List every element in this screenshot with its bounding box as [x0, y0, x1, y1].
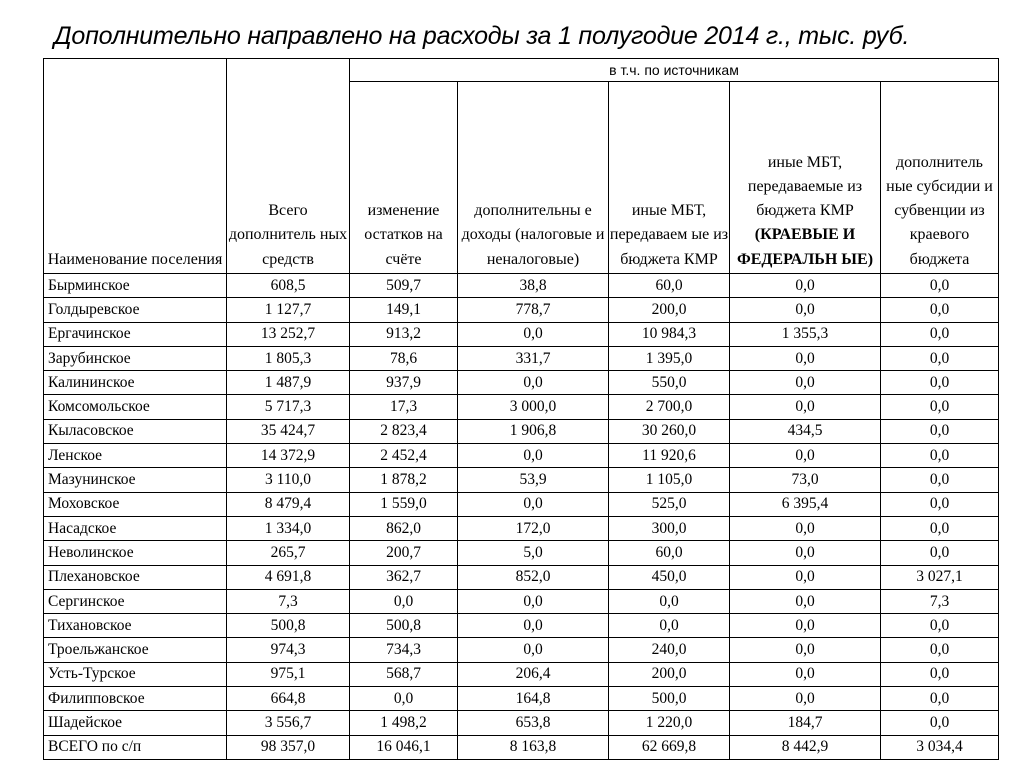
- cell-mbt: 30 260,0: [609, 419, 730, 443]
- cell-mbt: 11 920,6: [609, 444, 730, 468]
- cell-income: 5,0: [458, 541, 609, 565]
- cell-subsidies: 0,0: [881, 711, 999, 735]
- table-row: [44, 371, 999, 395]
- cell-subsidies: 0,0: [881, 662, 999, 686]
- cell-income: 164,8: [458, 687, 609, 711]
- cell-total: 1 334,0: [227, 516, 350, 540]
- cell-subsidies: 0,0: [881, 298, 999, 322]
- cell-mbt-regional: 1 355,3: [730, 322, 881, 346]
- cell-mbt-regional: 0,0: [730, 638, 881, 662]
- cell-mbt: 1 105,0: [609, 468, 730, 492]
- table-row: [44, 444, 999, 468]
- cell-total: 5 717,3: [227, 395, 350, 419]
- cell-mbt-regional: 0,0: [730, 274, 881, 298]
- cell-change: 937,9: [350, 371, 458, 395]
- cell-mbt: 200,0: [609, 662, 730, 686]
- cell-income: 1 906,8: [458, 419, 609, 443]
- header-sources-group: в т.ч. по источникам: [350, 59, 999, 82]
- cell-name: Насадское: [44, 516, 227, 540]
- cell-mbt: 2 700,0: [609, 395, 730, 419]
- cell-change: 500,8: [350, 614, 458, 638]
- cell-income: 778,7: [458, 298, 609, 322]
- cell-mbt-regional: 0,0: [730, 444, 881, 468]
- cell-total: 98 357,0: [227, 735, 350, 759]
- cell-change: 0,0: [350, 589, 458, 613]
- header-mbt: иные МБТ, передаваем ые из бюджета КМР: [609, 82, 730, 274]
- cell-mbt: 525,0: [609, 492, 730, 516]
- cell-mbt: 300,0: [609, 516, 730, 540]
- cell-change: 509,7: [350, 274, 458, 298]
- cell-income: 653,8: [458, 711, 609, 735]
- cell-mbt-regional: 0,0: [730, 298, 881, 322]
- cell-total: 14 372,9: [227, 444, 350, 468]
- cell-income: 53,9: [458, 468, 609, 492]
- table-row: [44, 395, 999, 419]
- cell-name: Ергачинское: [44, 322, 227, 346]
- cell-mbt: 60,0: [609, 541, 730, 565]
- cell-name: Плехановское: [44, 565, 227, 589]
- cell-mbt-regional: 6 395,4: [730, 492, 881, 516]
- cell-income: 0,0: [458, 638, 609, 662]
- cell-total: 3 110,0: [227, 468, 350, 492]
- cell-subsidies: 0,0: [881, 395, 999, 419]
- cell-change: 2 452,4: [350, 444, 458, 468]
- cell-total: 13 252,7: [227, 322, 350, 346]
- cell-subsidies: 0,0: [881, 322, 999, 346]
- cell-mbt: 240,0: [609, 638, 730, 662]
- cell-change: 200,7: [350, 541, 458, 565]
- cell-change: 149,1: [350, 298, 458, 322]
- page-title: Дополнительно направлено на расходы за 1 полугодие 2014 г., тыс. руб.: [54, 22, 910, 50]
- cell-mbt-regional: 0,0: [730, 346, 881, 370]
- cell-total: 1 127,7: [227, 298, 350, 322]
- cell-mbt: 550,0: [609, 371, 730, 395]
- cell-income: 331,7: [458, 346, 609, 370]
- cell-total: 974,3: [227, 638, 350, 662]
- cell-change: 913,2: [350, 322, 458, 346]
- cell-total: 8 479,4: [227, 492, 350, 516]
- cell-change: 0,0: [350, 687, 458, 711]
- table-row: [44, 687, 999, 711]
- cell-mbt-regional: 0,0: [730, 662, 881, 686]
- cell-subsidies: 0,0: [881, 541, 999, 565]
- cell-income: 852,0: [458, 565, 609, 589]
- header-mbt-regional: [730, 82, 881, 274]
- table-row: [44, 541, 999, 565]
- cell-mbt-regional: 434,5: [730, 419, 881, 443]
- cell-mbt-regional: 73,0: [730, 468, 881, 492]
- cell-income: 206,4: [458, 662, 609, 686]
- cell-income: 0,0: [458, 492, 609, 516]
- cell-subsidies: 0,0: [881, 492, 999, 516]
- total-row: [44, 735, 999, 759]
- cell-subsidies: 0,0: [881, 274, 999, 298]
- cell-subsidies: 3 034,4: [881, 735, 999, 759]
- cell-income: 0,0: [458, 444, 609, 468]
- cell-total: 7,3: [227, 589, 350, 613]
- cell-name: Бырминское: [44, 274, 227, 298]
- cell-mbt: 0,0: [609, 589, 730, 613]
- cell-total: 35 424,7: [227, 419, 350, 443]
- header-change: изменение остатков на счёте: [350, 82, 458, 274]
- table-row: [44, 516, 999, 540]
- cell-mbt: 200,0: [609, 298, 730, 322]
- cell-mbt-regional: 0,0: [730, 589, 881, 613]
- table-row: [44, 565, 999, 589]
- cell-mbt-regional: 8 442,9: [730, 735, 881, 759]
- cell-change: 1 498,2: [350, 711, 458, 735]
- cell-change: 568,7: [350, 662, 458, 686]
- cell-income: 0,0: [458, 614, 609, 638]
- cell-subsidies: 3 027,1: [881, 565, 999, 589]
- cell-name: Неволинское: [44, 541, 227, 565]
- cell-change: 862,0: [350, 516, 458, 540]
- cell-change: 16 046,1: [350, 735, 458, 759]
- cell-change: 734,3: [350, 638, 458, 662]
- cell-subsidies: 0,0: [881, 444, 999, 468]
- table-row: [44, 589, 999, 613]
- cell-income: 0,0: [458, 589, 609, 613]
- header-name: Наименование поселения: [44, 59, 227, 274]
- cell-name: Моховское: [44, 492, 227, 516]
- table-row: [44, 638, 999, 662]
- cell-income: 172,0: [458, 516, 609, 540]
- table-row: [44, 322, 999, 346]
- cell-income: 0,0: [458, 371, 609, 395]
- cell-name: Ленское: [44, 444, 227, 468]
- cell-change: 362,7: [350, 565, 458, 589]
- cell-total: 664,8: [227, 687, 350, 711]
- cell-total: 1 487,9: [227, 371, 350, 395]
- cell-name: Кыласовское: [44, 419, 227, 443]
- header-subsidies: дополнитель ные субсидии и субвенции из краевого бюджета: [881, 82, 999, 274]
- cell-name: Сергинское: [44, 589, 227, 613]
- cell-mbt-regional: 0,0: [730, 565, 881, 589]
- cell-mbt: 60,0: [609, 274, 730, 298]
- cell-name: Филипповское: [44, 687, 227, 711]
- cell-total: 3 556,7: [227, 711, 350, 735]
- cell-subsidies: 0,0: [881, 371, 999, 395]
- header-mbt-regional-bold: (КРАЕВЫЕ И ФЕДЕРАЛЬН ЫЕ): [736, 226, 874, 268]
- cell-total: 1 805,3: [227, 346, 350, 370]
- cell-mbt-regional: 0,0: [730, 687, 881, 711]
- table-row: [44, 346, 999, 370]
- cell-mbt-regional: 0,0: [730, 371, 881, 395]
- cell-name: Зарубинское: [44, 346, 227, 370]
- cell-total: 975,1: [227, 662, 350, 686]
- table-row: [44, 298, 999, 322]
- table-row: [44, 711, 999, 735]
- cell-mbt-regional: 0,0: [730, 516, 881, 540]
- cell-mbt: 62 669,8: [609, 735, 730, 759]
- table-row: [44, 492, 999, 516]
- cell-mbt: 10 984,3: [609, 322, 730, 346]
- cell-name: Голдыревское: [44, 298, 227, 322]
- cell-change: 1 559,0: [350, 492, 458, 516]
- table-body: [44, 274, 999, 760]
- cell-subsidies: 0,0: [881, 346, 999, 370]
- table-row: [44, 419, 999, 443]
- cell-name: Шадейское: [44, 711, 227, 735]
- cell-total: 4 691,8: [227, 565, 350, 589]
- cell-name: Калининское: [44, 371, 227, 395]
- header-mbt-regional-text: иные МБТ, передаваемые из бюджета КМР: [747, 153, 863, 220]
- cell-income: 3 000,0: [458, 395, 609, 419]
- cell-name: Тихановское: [44, 614, 227, 638]
- cell-total: 608,5: [227, 274, 350, 298]
- cell-name: Усть-Турское: [44, 662, 227, 686]
- table-row: [44, 274, 999, 298]
- cell-mbt-regional: 184,7: [730, 711, 881, 735]
- cell-mbt: 0,0: [609, 614, 730, 638]
- cell-subsidies: 0,0: [881, 468, 999, 492]
- cell-subsidies: 0,0: [881, 516, 999, 540]
- cell-name: ВСЕГО по с/п: [44, 735, 227, 759]
- cell-mbt-regional: 0,0: [730, 614, 881, 638]
- header-extra-income: дополнительны е доходы (налоговые и неналоговые): [458, 82, 609, 274]
- cell-name: Мазунинское: [44, 468, 227, 492]
- cell-income: 38,8: [458, 274, 609, 298]
- cell-mbt-regional: 0,0: [730, 395, 881, 419]
- cell-change: 2 823,4: [350, 419, 458, 443]
- cell-subsidies: 0,0: [881, 638, 999, 662]
- table-row: [44, 468, 999, 492]
- table-row: [44, 614, 999, 638]
- cell-subsidies: 0,0: [881, 419, 999, 443]
- cell-name: Троельжанское: [44, 638, 227, 662]
- cell-mbt-regional: 0,0: [730, 541, 881, 565]
- header-total: Всего дополнитель ных средств: [227, 59, 350, 274]
- cell-change: 17,3: [350, 395, 458, 419]
- table-row: [44, 662, 999, 686]
- cell-name: Комсомольское: [44, 395, 227, 419]
- cell-mbt: 450,0: [609, 565, 730, 589]
- cell-change: 78,6: [350, 346, 458, 370]
- cell-subsidies: 0,0: [881, 614, 999, 638]
- expenses-table: [43, 58, 999, 760]
- cell-total: 500,8: [227, 614, 350, 638]
- cell-mbt: 500,0: [609, 687, 730, 711]
- cell-subsidies: 7,3: [881, 589, 999, 613]
- cell-mbt: 1 395,0: [609, 346, 730, 370]
- cell-total: 265,7: [227, 541, 350, 565]
- cell-subsidies: 0,0: [881, 687, 999, 711]
- cell-mbt: 1 220,0: [609, 711, 730, 735]
- cell-change: 1 878,2: [350, 468, 458, 492]
- cell-income: 8 163,8: [458, 735, 609, 759]
- table-header: [44, 59, 999, 274]
- cell-income: 0,0: [458, 322, 609, 346]
